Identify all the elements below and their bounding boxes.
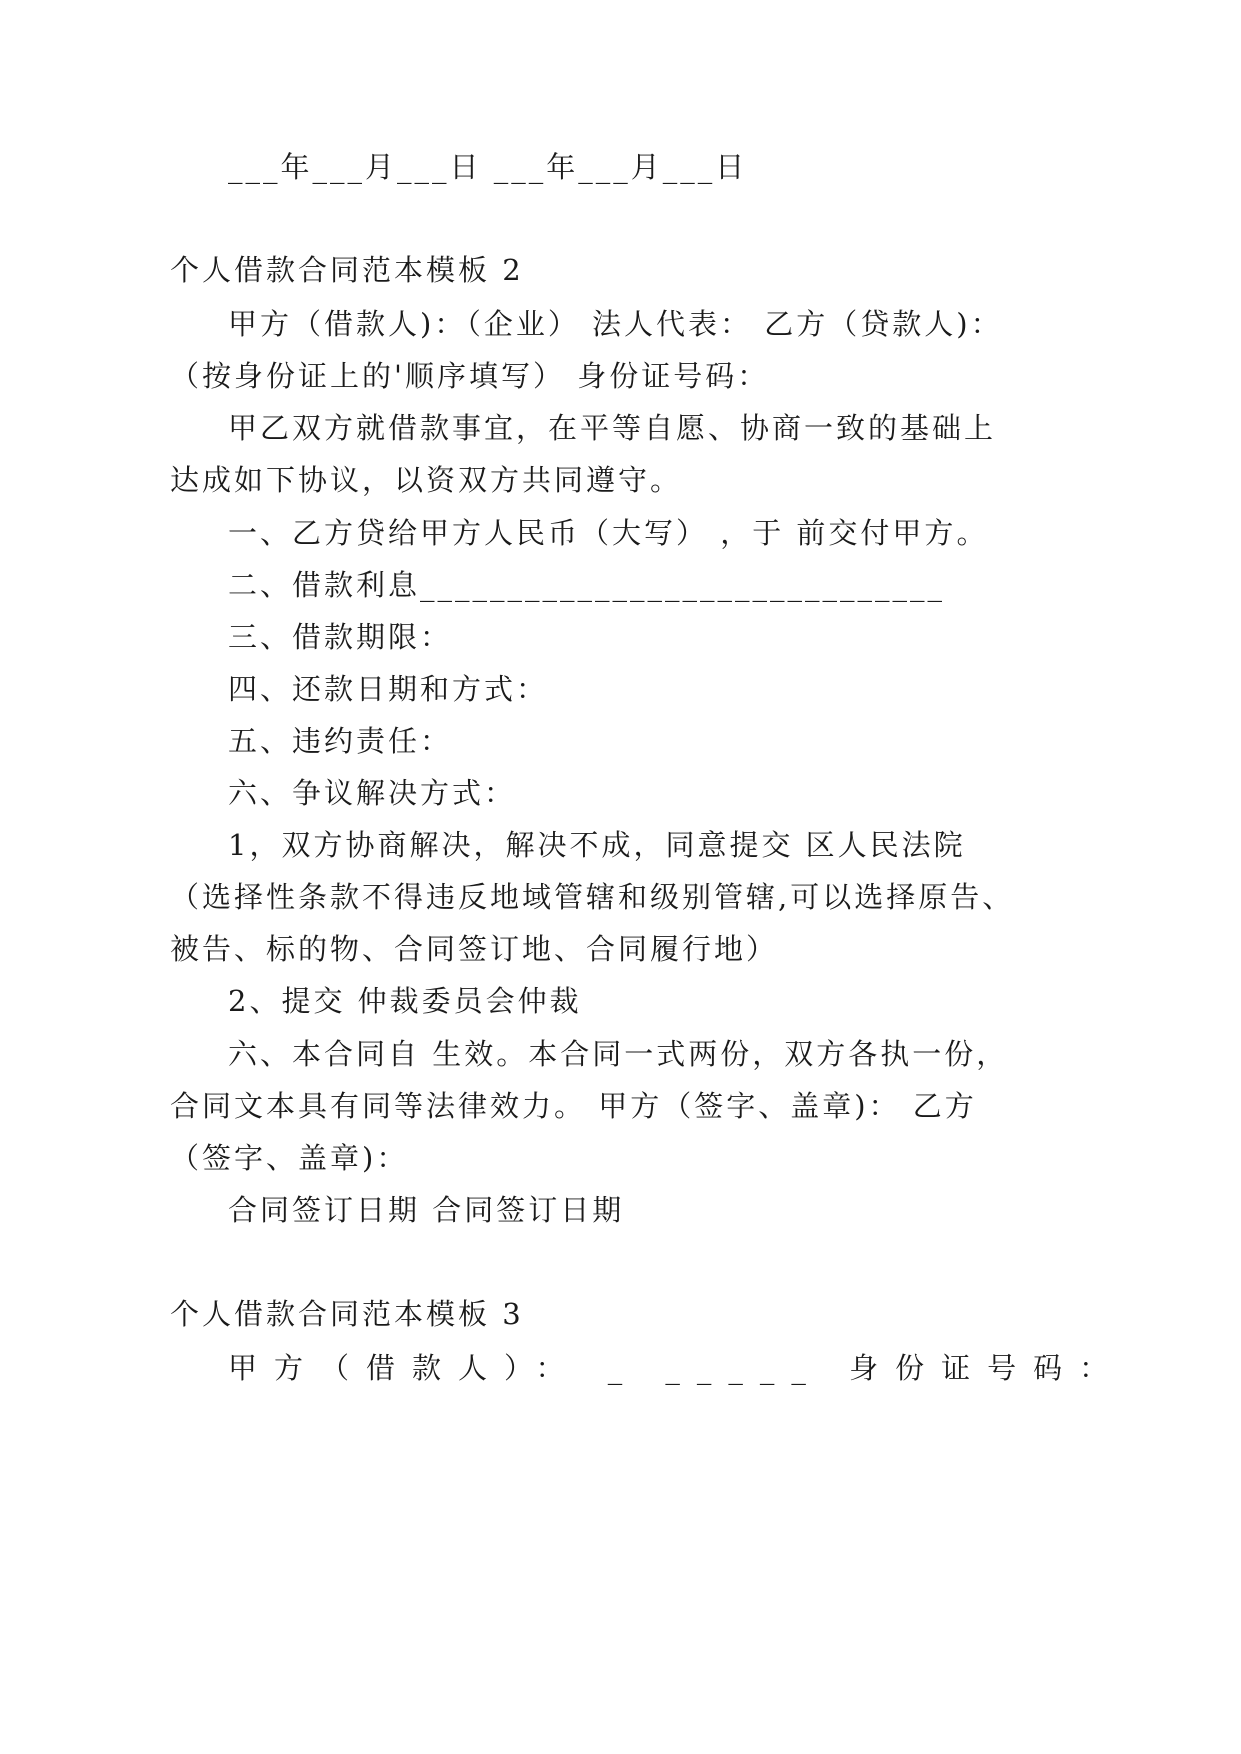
clause-2: 二、借款利息______________________________ bbox=[228, 568, 946, 602]
clause-4: 四、还款日期和方式： bbox=[228, 672, 549, 706]
party-line-3: 甲方（借款人）： _ _____ 身份证号码： bbox=[228, 1351, 1126, 1385]
section-title-3: 个人借款合同范本模板 3 bbox=[170, 1297, 524, 1331]
effect-line-2: 合同文本具有同等法律效力。 甲方（签字、盖章)： 乙方 bbox=[170, 1089, 977, 1123]
dispute-1-line-c: 被告、标的物、合同签订地、合同履行地） bbox=[170, 932, 779, 966]
section-title-2: 个人借款合同范本模板 2 bbox=[170, 253, 524, 287]
clause-6: 六、争议解决方式： bbox=[228, 776, 517, 810]
date-line: ___年___月___日 ___年___月___日 bbox=[228, 150, 748, 184]
clause-5: 五、违约责任： bbox=[228, 724, 453, 758]
sign-dates: 合同签订日期 合同签订日期 bbox=[228, 1193, 625, 1227]
effect-line-1: 六、本合同自 生效。本合同一式两份，双方各执一份， bbox=[228, 1037, 1009, 1071]
effect-line-3: （签字、盖章)： bbox=[170, 1141, 409, 1175]
party-line-2: （按身份证上的'顺序填写） 身份证号码： bbox=[170, 359, 770, 393]
intro-line-1: 甲乙双方就借款事宜，在平等自愿、协商一致的基础上 bbox=[228, 411, 997, 445]
dispute-1-line-a: 1，双方协商解决，解决不成，同意提交 区人民法院 bbox=[228, 828, 966, 862]
intro-line-2: 达成如下协议，以资双方共同遵守。 bbox=[170, 463, 683, 497]
clause-3: 三、借款期限： bbox=[228, 620, 453, 654]
party-line-1: 甲方（借款人)：（企业） 法人代表： 乙方（贷款人)： bbox=[228, 307, 1003, 341]
dispute-2: 2、提交 仲裁委员会仲裁 bbox=[228, 984, 582, 1018]
clause-1: 一、乙方贷给甲方人民币（大写） ，于 前交付甲方。 bbox=[228, 516, 989, 550]
dispute-1-line-b: （选择性条款不得违反地域管辖和级别管辖,可以选择原告、 bbox=[170, 880, 1015, 914]
